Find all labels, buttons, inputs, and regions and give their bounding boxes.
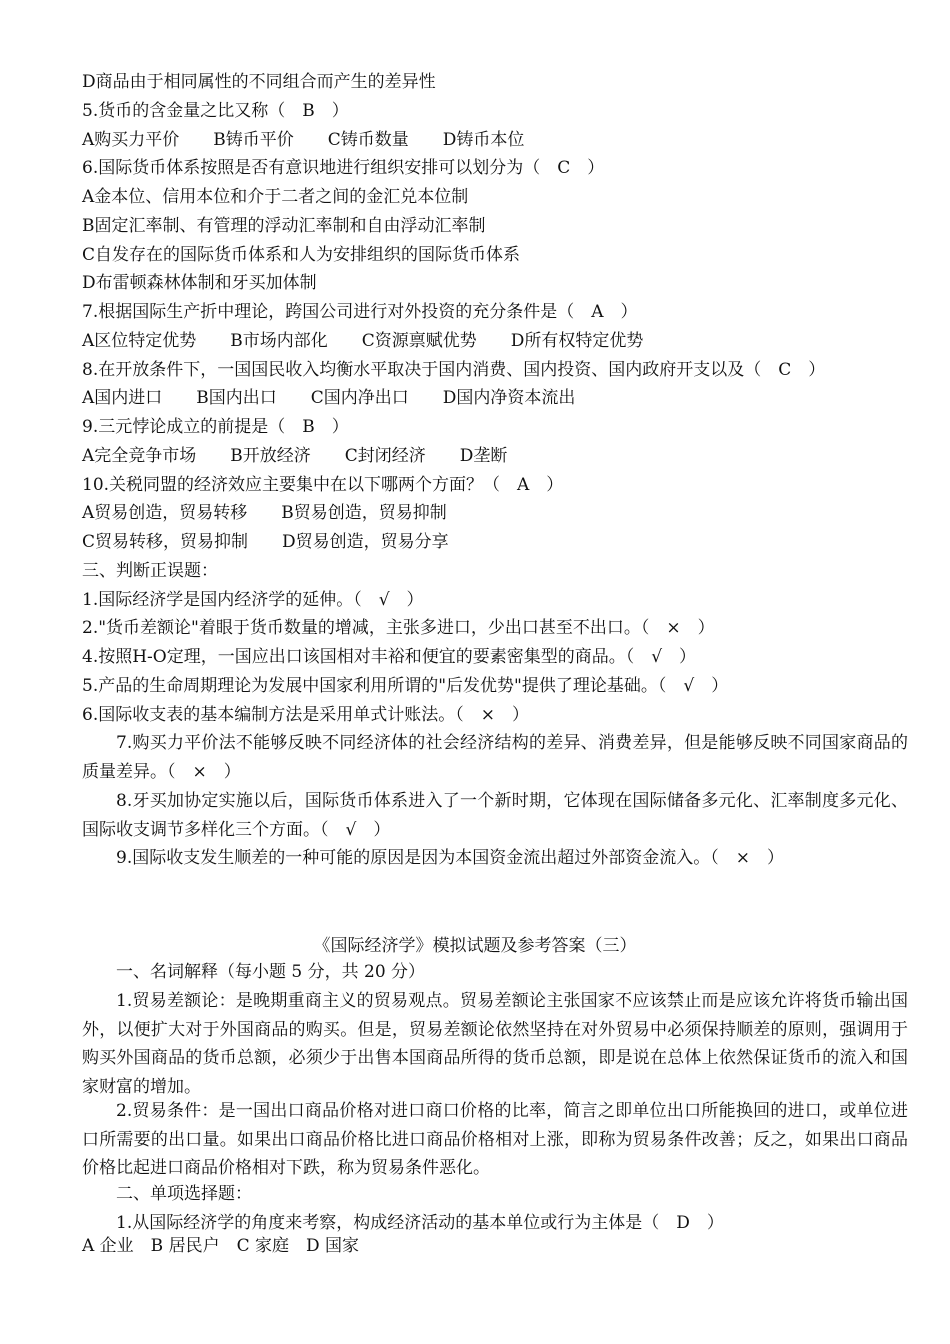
question-10: 10.关税同盟的经济效应主要集中在以下哪两个方面？（ A ） xyxy=(82,475,564,495)
tf-item-6: 6.国际收支表的基本编制方法是采用单式计账法。（ × ） xyxy=(82,705,529,725)
tf-item-2: 2."货币差额论"着眼于货币数量的增减，主张多进口，少出口甚至不出口。（ × ） xyxy=(82,618,715,638)
question-10-options-cd: C贸易转移，贸易抑制 D贸易创造，贸易分享 xyxy=(82,532,449,552)
section-1-heading: 一、名词解释（每小题 5 分，共 20 分） xyxy=(116,962,426,982)
true-false-heading: 三、判断正误题： xyxy=(82,561,218,581)
mc-question-1-options: A 企业 B 居民户 C 家庭 D 国家 xyxy=(82,1236,360,1256)
section-title: 《国际经济学》模拟试题及参考答案（三） xyxy=(313,936,637,956)
q6-option-d: D布雷顿森林体制和牙买加体制 xyxy=(82,273,317,293)
q6-option-b: B固定汇率制、有管理的浮动汇率制和自由浮动汇率制 xyxy=(82,216,486,236)
question-8-options: A国内进口 B国内出口 C国内净出口 D国内净资本流出 xyxy=(82,388,576,408)
q6-option-c: C自发存在的国际货币体系和人为安排组织的国际货币体系 xyxy=(82,245,521,265)
question-5: 5.货币的含金量之比又称（ B ） xyxy=(82,101,349,121)
tf-item-9: 9.国际收支发生顺差的一种可能的原因是因为本国资金流出超过外部资金流入。（ × ） xyxy=(116,848,784,868)
question-9: 9.三元悖论成立的前提是（ B ） xyxy=(82,417,349,437)
q4-option-d: D商品由于相同属性的不同组合而产生的差异性 xyxy=(82,72,436,92)
section-2-heading: 二、单项选择题： xyxy=(116,1184,252,1204)
question-6: 6.国际货币体系按照是否有意识地进行组织安排可以划分为（ C ） xyxy=(82,158,605,178)
term-1-definition: 1.贸易差额论：是晚期重商主义的贸易观点。贸易差额论主张国家不应该禁止而是应该允许将货币输出国外，以便扩大对于外国商品的购买。但是，贸易差额论依然坚持在对外贸易中必须保持顺差的原则，强调用于购买外国商品的货币总额，必须少于出售本国商品所得的货币总额，即是说在总体上依然保证货币的流入和国家财富的增加。 xyxy=(82,991,908,1097)
question-9-options: A完全竞争市场 B开放经济 C封闭经济 D垄断 xyxy=(82,446,508,466)
question-10-options-ab: A贸易创造，贸易转移 B贸易创造，贸易抑制 xyxy=(82,503,447,523)
question-5-options: A购买力平价 B铸币平价 C铸币数量 D铸币本位 xyxy=(82,130,525,150)
tf-item-5: 5.产品的生命周期理论为发展中国家利用所谓的"后发优势"提供了理论基础。（ √ ） xyxy=(82,676,729,696)
tf-item-4: 4.按照H-O定理，一国应出口该国相对丰裕和便宜的要素密集型的商品。（ √ ） xyxy=(82,647,697,667)
question-7-options: A区位特定优势 B市场内部化 C资源禀赋优势 D所有权特定优势 xyxy=(82,331,644,351)
q6-option-a: A金本位、信用本位和介于二者之间的金汇兑本位制 xyxy=(82,187,469,207)
tf-item-7: 7.购买力平价法不能够反映不同经济体的社会经济结构的差异、消费差异，但是能够反映不同国家商品的质量差异。（ × ） xyxy=(82,733,908,782)
question-8: 8.在开放条件下，一国国民收入均衡水平取决于国内消费、国内投资、国内政府开支以及（ C ） xyxy=(82,360,826,380)
tf-item-8: 8.牙买加协定实施以后，国际货币体系进入了一个新时期，它体现在国际储备多元化、汇率制度多元化、国际收支调节多样化三个方面。（ √ ） xyxy=(82,791,908,840)
term-2-definition: 2.贸易条件：是一国出口商品价格对进口商口价格的比率，简言之即单位出口所能换回的进口，或单位进口所需要的出口量。如果出口商品价格比进口商品价格相对上涨，即称为贸易条件改善；反之，如果出口商品价格比起进口商品价格相对下跌，称为贸易条件恶化。 xyxy=(82,1101,908,1179)
tf-item-1: 1.国际经济学是国内经济学的延伸。（ √ ） xyxy=(82,590,424,610)
question-7: 7.根据国际生产折中理论，跨国公司进行对外投资的充分条件是（ A ） xyxy=(82,302,638,322)
mc-question-1: 1.从国际经济学的角度来考察，构成经济活动的基本单位或行为主体是（ D ） xyxy=(116,1213,724,1233)
